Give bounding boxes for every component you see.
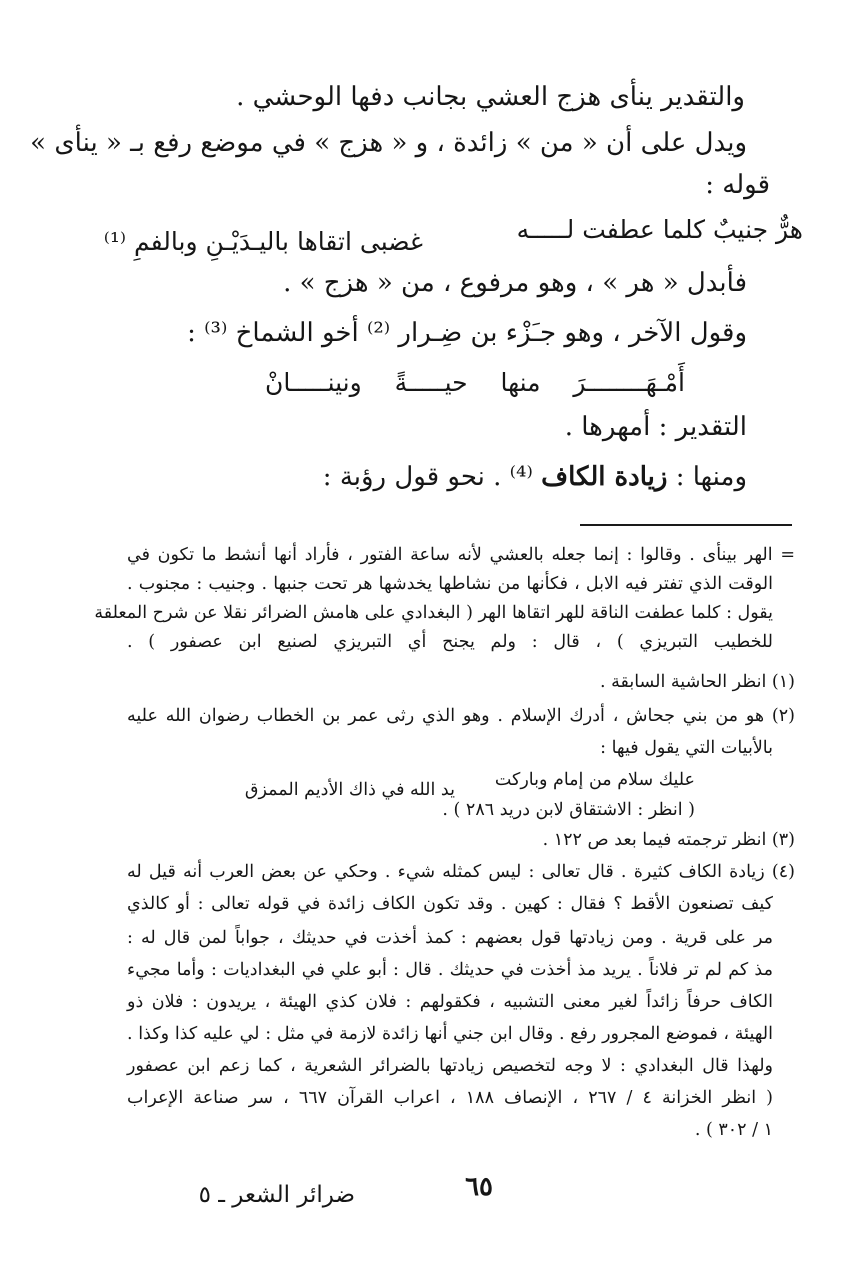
footnote-2-reference: ( انظر : الاشتقاق لابن دريد ٢٨٦ ) . — [442, 800, 695, 820]
verse-1-first-hemistich: هرٌّ جنيبٌ كلما عطفت لـــــه — [516, 215, 803, 244]
footnote-2-verse-first: عليك سلام من إمام وباركت — [494, 770, 695, 790]
footnote-2-line-2: بالأبيات التي يقول فيها : — [600, 738, 773, 758]
footnote-continuation-4: للخطيب التبريزي ) ، قال : ولم يجنح أي التبريزي لصنيع ابن عصفور ) . — [127, 632, 773, 652]
book-title-footer: ضرائر الشعر ـ ٥ — [198, 1182, 355, 1208]
footnote-4-line-4: مذ كم لم تر فلاناً . يريد مذ أخذت في حديثك . قال : أبو علي في البغداديات : وأما مجيء — [127, 960, 773, 980]
body-line-4: فأبدل « هر » ، وهو مرفوع ، من « هزج » . — [283, 268, 747, 298]
footnote-3: (٣) انظر ترجمته فيما بعد ص ١٢٢ . — [542, 830, 795, 850]
body-line-7-prefix: ومنها : — [675, 462, 747, 492]
footnote-2-line-1: (٢) هو من بني جحاش ، أدرك الإسلام . وهو الذي رثى عمر بن الخطاب رضوان الله عليه — [127, 706, 795, 726]
footnote-4-line-9: ١ / ٣٠٢ ) . — [694, 1120, 773, 1140]
footnote-4-line-3: مر على قرية . ومن زيادتها قول بعضهم : كمذ أخذت في حديثك ، جواباً لمن قال له : — [127, 928, 773, 948]
footnote-4-line-6: الهيئة ، فموضع المجرور رفع . وقال ابن جني أنها زائدة لازمة في مثل : لي عليه كذا وكذا . — [127, 1024, 773, 1044]
body-line-1: والتقدير ينأى هزج العشي بجانب دفها الوحشي . — [236, 82, 745, 112]
footnote-4-line-2: كيف تصنعون الأقط ؟ فقال : كهين . وقد تكون الكاف زائدة في قوله تعالى : أو كالذي — [127, 894, 773, 914]
body-line-7 — [323, 462, 747, 492]
footnote-4-line-8: ( انظر الخزانة ٤ / ٢٦٧ ، الإنصاف ١٨٨ ، اعراب القرآن ٦٦٧ ، سر صناعة الإعراب — [127, 1088, 773, 1108]
footnote-separator — [580, 524, 792, 526]
footnote-4-line-1: (٤) زيادة الكاف كثيرة . قال تعالى : ليس كمثله شيء . وحكي عن بعض العرب أنه قيل له — [127, 862, 795, 882]
footnote-4-line-7: ولهذا قال البغدادي : لا وجه لتخصيص زيادتها بالضرائر الشعرية ، كما زعم ابن عصفور — [127, 1056, 773, 1076]
footnote-1: (١) انظر الحاشية السابقة . — [599, 672, 795, 692]
footnote-2-verse-second: يد الله في ذاك الأديم الممزق — [244, 780, 455, 800]
footnote-continuation-3: يقول : كلما عطفت الناقة للهر اتقاها الهر ( البغدادي على هامش الضرائر نقلا عن شرح المعلقة — [94, 603, 773, 623]
footnote-continuation-2: الوقت الذي تفتر فيه الابل ، فكأنها من نشاطها يخدشها هر تحت جنبها . وجنيب : مجنوب . — [127, 574, 773, 594]
footnote-4-line-5: الكاف حرفاً زائداً لغير معنى التشبيه ، فكقولهم : فلان كذي الهيئة ، يريدون : فلان ذو — [127, 992, 773, 1012]
body-line-7-suffix: ⁽⁴⁾ . نحو قول رؤبة : — [322, 462, 533, 492]
verse-1-second-hemistich: غضبى اتقاها باليـدَيْـنِ وبالفمِ ⁽¹⁾ — [103, 227, 423, 256]
body-line-2: ويدل على أن « من » زائدة ، و « هزج » في موضع رفع بـ « ينأى » — [30, 128, 747, 158]
body-line-3: قوله : — [705, 170, 770, 200]
body-line-6: التقدير : أمهرها . — [564, 412, 747, 442]
verse-2: أَمْـهَــــــــرَ منها حيـــــةً ونينـــــانْ — [265, 368, 685, 397]
section-heading-kaf: زيادة الكاف — [541, 462, 668, 492]
page-number: ٦٥ — [465, 1172, 493, 1202]
body-line-5: وقول الآخر ، وهو جـَزْء بن ضِـرار ⁽²⁾ أخو الشماخ ⁽³⁾ : — [187, 318, 747, 348]
footnote-continuation-1: = الهر بينأى . وقالوا : إنما جعله بالعشي لأنه ساعة الفتور ، فأراد أنها أنشط ما تكون في — [127, 545, 795, 565]
